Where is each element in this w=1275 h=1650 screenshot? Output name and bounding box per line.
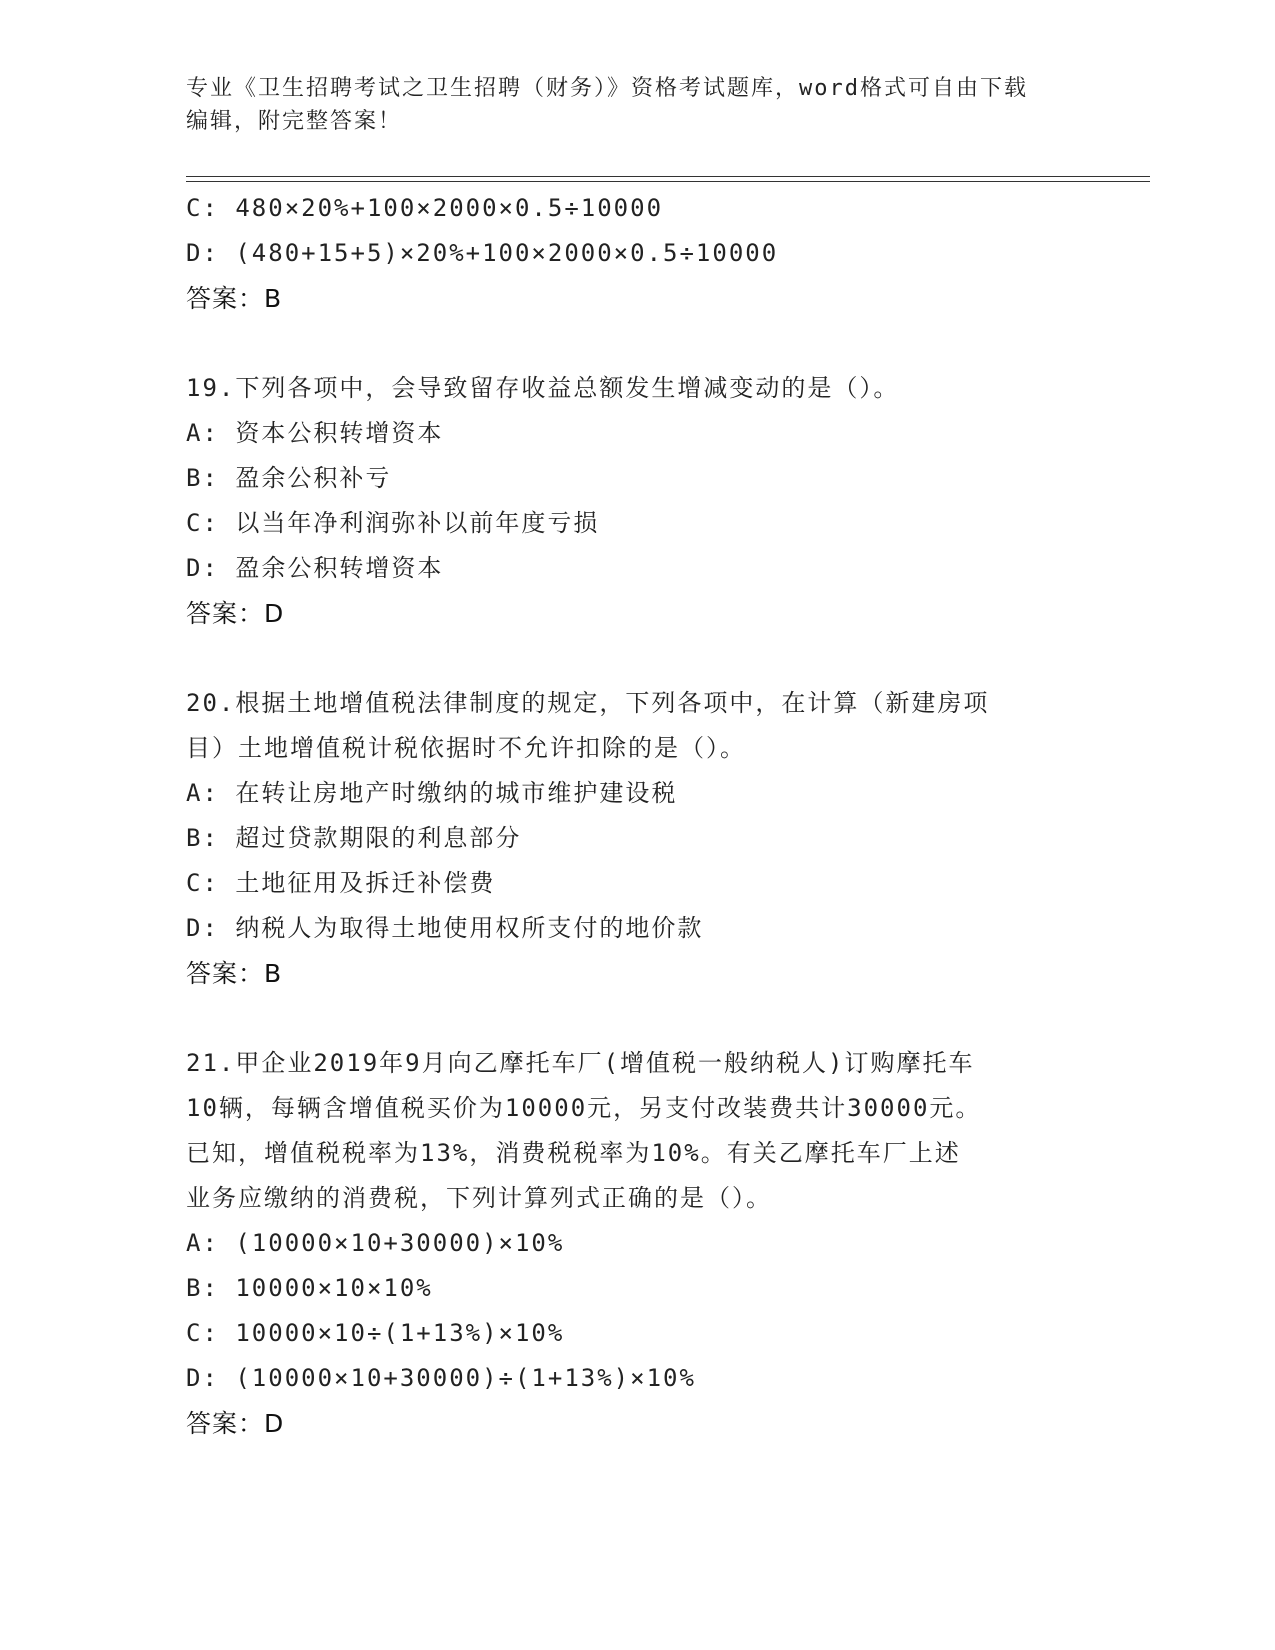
spacer bbox=[186, 636, 1086, 681]
answer-label: 答案：D bbox=[186, 1409, 285, 1438]
question-stem-line-2: 10辆，每辆含增值税买价为10000元，另支付改装费共计30000元。 bbox=[186, 1094, 982, 1122]
option-c: C: 10000×10÷(1+13%)×10% bbox=[186, 1319, 565, 1347]
question-stem-line-2: 目）土地增值税计税依据时不允许扣除的是（）。 bbox=[186, 734, 746, 762]
spacer bbox=[186, 996, 1086, 1041]
option-a: A: 在转让房地产时缴纳的城市维护建设税 bbox=[186, 779, 678, 807]
option-d: D: (10000×10+30000)÷(1+13%)×10% bbox=[186, 1364, 696, 1392]
answer-label: 答案：D bbox=[186, 599, 285, 628]
option-b: B: 10000×10×10% bbox=[186, 1274, 433, 1302]
question-21 bbox=[186, 1041, 1086, 1446]
question-18 bbox=[186, 186, 1086, 321]
question-stem-line-3: 已知，增值税税率为13%，消费税税率为10%。有关乙摩托车厂上述 bbox=[186, 1139, 961, 1167]
question-stem-line-4: 业务应缴纳的消费税，下列计算列式正确的是（）。 bbox=[186, 1184, 772, 1212]
header-divider-top bbox=[186, 176, 1150, 177]
spacer bbox=[186, 321, 1086, 366]
option-a: A: (10000×10+30000)×10% bbox=[186, 1229, 565, 1257]
option-c: C: 土地征用及拆迁补偿费 bbox=[186, 869, 496, 897]
option-b: B: 超过贷款期限的利息部分 bbox=[186, 824, 522, 852]
header-line-2: 编辑，附完整答案！ bbox=[186, 109, 403, 134]
option-c: C: 480×20%+100×2000×0.5÷10000 bbox=[186, 194, 664, 222]
question-stem-line-1: 21.甲企业2019年9月向乙摩托车厂(增值税一般纳税人)订购摩托车 bbox=[186, 1049, 975, 1077]
answer-label: 答案：B bbox=[186, 959, 283, 988]
question-stem-line-1: 20.根据土地增值税法律制度的规定，下列各项中，在计算（新建房项 bbox=[186, 689, 990, 717]
option-c: C: 以当年净利润弥补以前年度亏损 bbox=[186, 509, 600, 537]
question-stem: 19.下列各项中，会导致留存收益总额发生增减变动的是（）。 bbox=[186, 374, 900, 402]
option-d: D: 盈余公积转增资本 bbox=[186, 554, 444, 582]
question-list bbox=[186, 186, 1086, 1446]
header-line-1: 专业《卫生招聘考试之卫生招聘（财务）》资格考试题库，word格式可自由下载 bbox=[186, 76, 1028, 101]
document-header bbox=[186, 72, 1066, 138]
option-d: D: 纳税人为取得土地使用权所支付的地价款 bbox=[186, 914, 704, 942]
option-b: B: 盈余公积补亏 bbox=[186, 464, 392, 492]
option-a: A: 资本公积转增资本 bbox=[186, 419, 444, 447]
question-19 bbox=[186, 366, 1086, 636]
question-20 bbox=[186, 681, 1086, 996]
answer-label: 答案：B bbox=[186, 284, 283, 313]
option-d: D: (480+15+5)×20%+100×2000×0.5÷10000 bbox=[186, 239, 779, 267]
header-divider-bottom bbox=[186, 181, 1150, 182]
